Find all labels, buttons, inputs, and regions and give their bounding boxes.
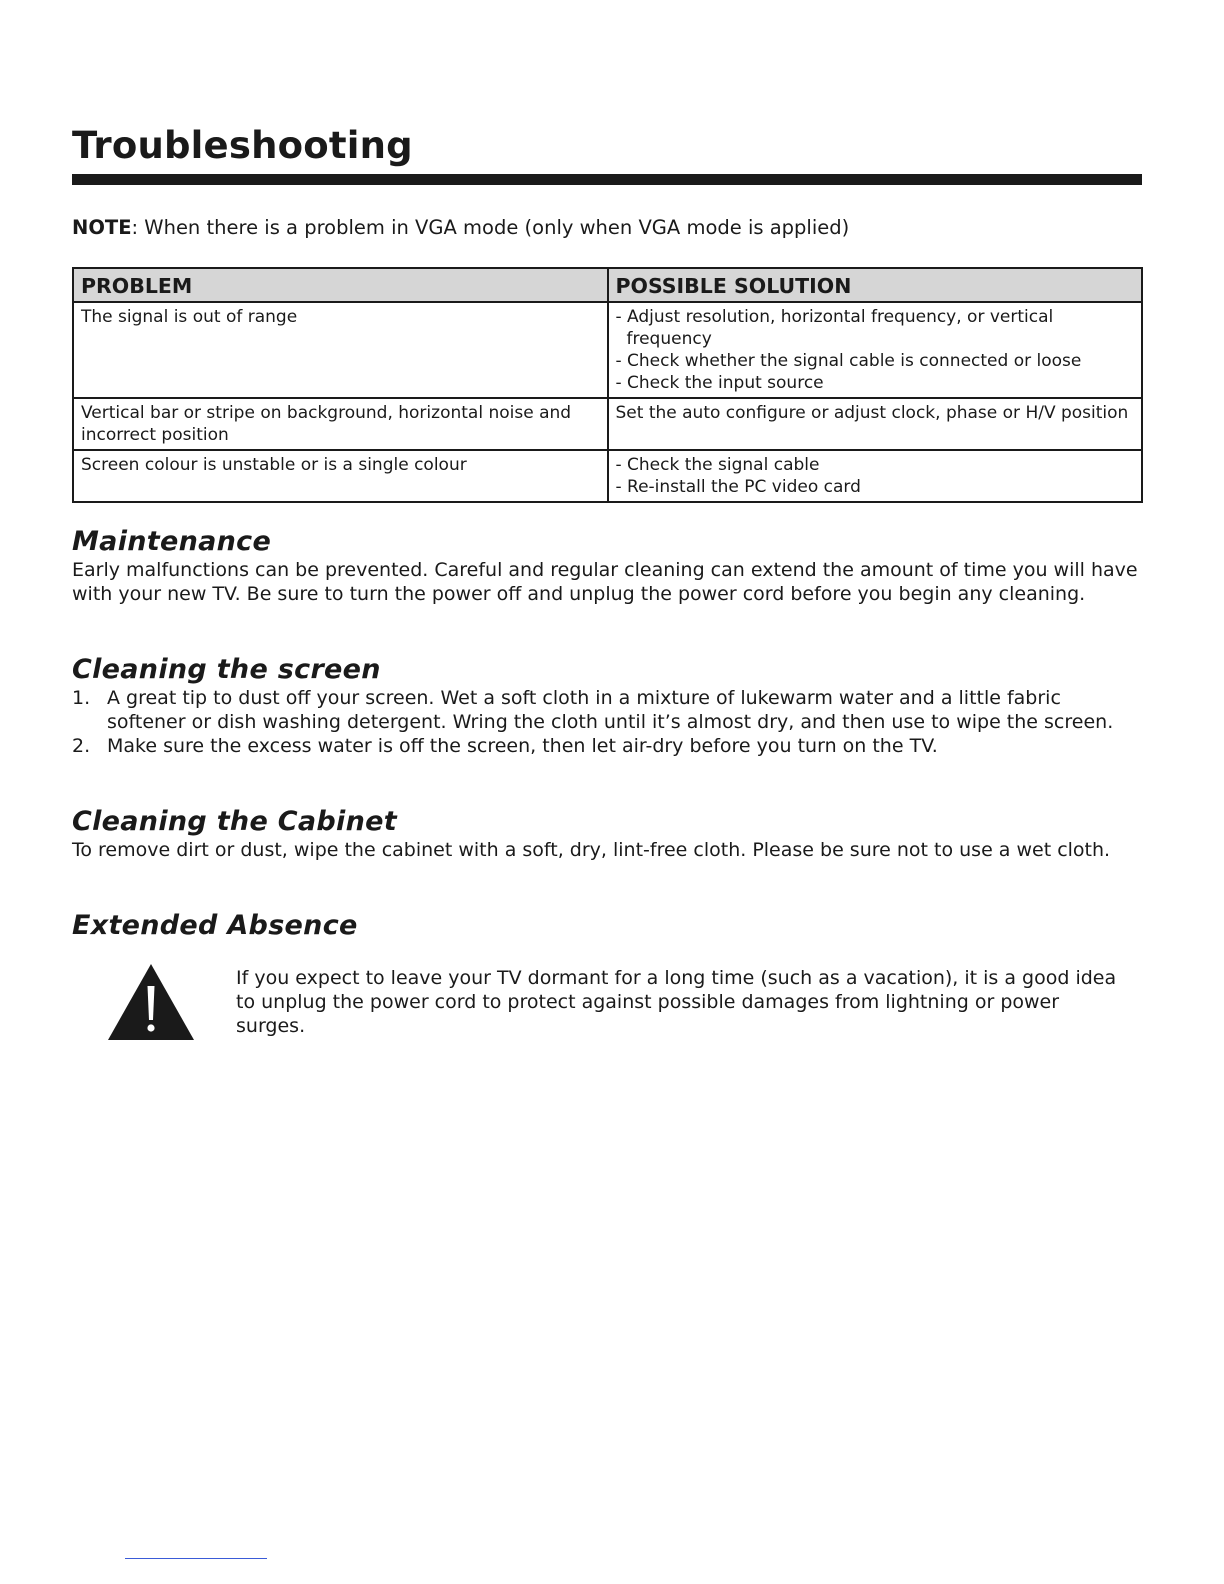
problem-cell: Vertical bar or stripe on background, horizontal noise and incorrect position: [73, 398, 608, 450]
list-item: [72, 734, 1142, 758]
solution-line: - Check whether the signal cable is connected or loose: [615, 351, 1082, 371]
note-text: : When there is a problem in VGA mode (only when VGA mode is applied): [131, 216, 850, 239]
solution-cell: [608, 398, 1143, 450]
header-problem: PROBLEM: [73, 268, 608, 302]
list-item: [72, 686, 1142, 734]
table-row: [73, 450, 1142, 502]
maintenance-text: Early malfunctions can be prevented. Careful and regular cleaning can extend the amount of time you will have with your new TV. Be sure to turn the power off and unplug the power cord before you begin any cleaning.: [72, 559, 1138, 605]
solution-cell: [608, 450, 1143, 502]
vga-note: [72, 216, 849, 239]
cleaning-cabinet-text: To remove dirt or dust, wipe the cabinet with a soft, dry, lint-free cloth. Please be sure not to use a wet cloth.: [72, 839, 1111, 861]
troubleshooting-table: [72, 267, 1143, 503]
step-number: 2.: [72, 735, 91, 757]
note-label: NOTE: [72, 216, 132, 239]
solution-line: - Check the input source: [615, 373, 824, 393]
extended-absence-text: If you expect to leave your TV dormant for a long time (such as a vacation), it is a good idea to unplug the power cord to protect against possible damages from lightning or power surges.: [236, 967, 1117, 1037]
table-header-row: [73, 268, 1142, 302]
solution-cell: [608, 302, 1143, 398]
page-title: Troubleshooting: [72, 124, 413, 167]
maintenance-heading: Maintenance: [72, 526, 272, 557]
solution-line: - Adjust resolution, horizontal frequency, or vertical frequency: [615, 307, 1054, 349]
step-number: 1.: [72, 687, 91, 709]
cleaning-screen-heading: Cleaning the screen: [72, 654, 381, 685]
warning-triangle-icon: [108, 964, 194, 1040]
table-row: [73, 398, 1142, 450]
step-text: Make sure the excess water is off the screen, then let air-dry before you turn on the TV.: [107, 735, 938, 757]
footer-line: [125, 1558, 267, 1559]
problem-cell: The signal is out of range: [73, 302, 608, 398]
solution-line: - Re-install the PC video card: [615, 477, 861, 497]
extended-absence-heading: Extended Absence: [72, 910, 358, 941]
cleaning-cabinet-heading: Cleaning the Cabinet: [72, 806, 397, 837]
step-text: A great tip to dust off your screen. Wet a soft cloth in a mixture of lukewarm water and a little fabric softener or dish washing detergent. Wring the cloth until it’s almost dry, and then use to wipe the screen.: [107, 687, 1114, 733]
header-solution: POSSIBLE SOLUTION: [608, 268, 1143, 302]
cleaning-screen-steps: [72, 686, 1142, 758]
table-row: [73, 302, 1142, 398]
problem-cell: Screen colour is unstable or is a single colour: [73, 450, 608, 502]
solution-line: - Check the signal cable: [615, 455, 820, 475]
solution-line: Set the auto configure or adjust clock, phase or H/V position: [615, 403, 1129, 423]
title-rule: [72, 174, 1142, 185]
